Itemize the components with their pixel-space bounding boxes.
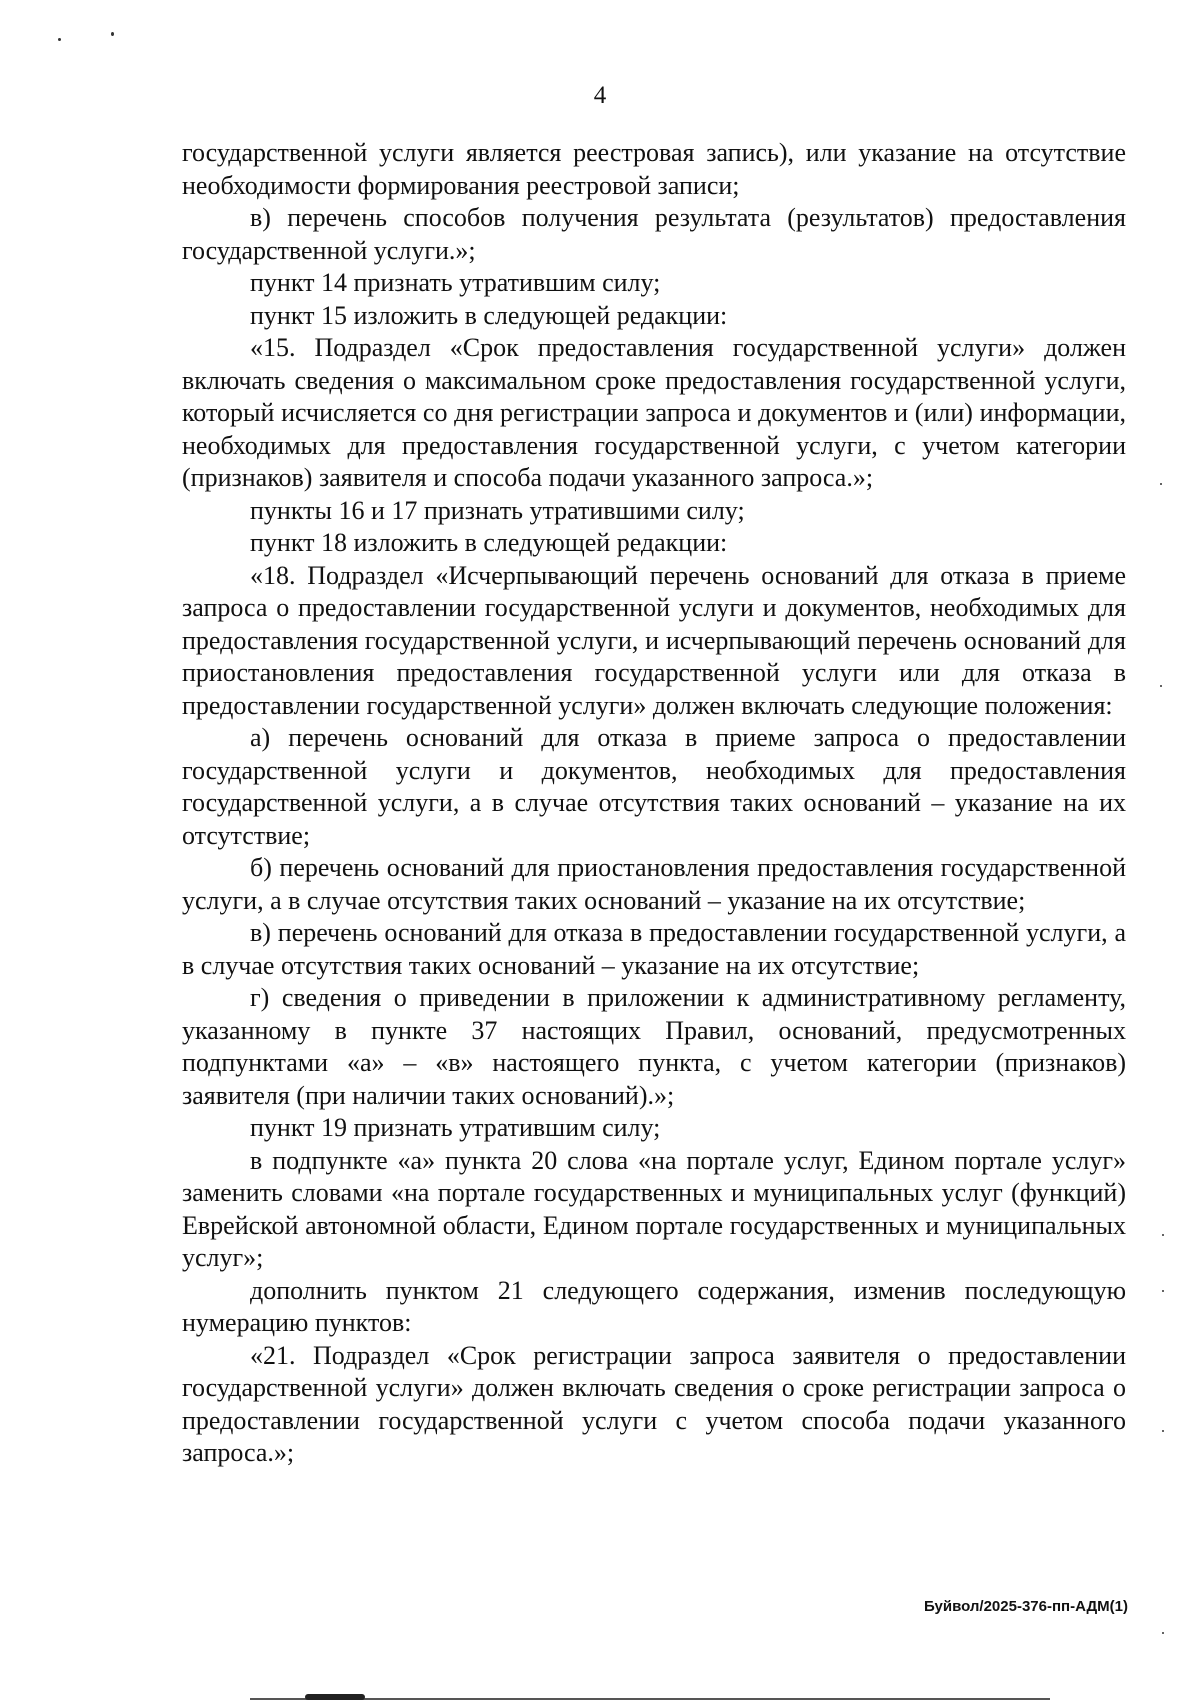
page-number: 4 (593, 82, 607, 109)
document-body (182, 137, 1126, 1470)
scan-speck (1162, 1632, 1164, 1634)
scan-bottom-edge (250, 1698, 1050, 1700)
scan-speck (58, 38, 61, 41)
paragraph: пункты 16 и 17 признать утратившими силу; (250, 495, 745, 525)
scan-speck (1162, 1430, 1164, 1432)
paragraph: дополнить пунктом 21 следующего содержания, изменив последующую нумерацию пунктов: (182, 1275, 1126, 1337)
paragraph: пункт 18 изложить в следующей редакции: (250, 528, 728, 557)
scan-speck (1160, 685, 1162, 687)
paragraph: «18. Подраздел «Исчерпывающий перечень оснований для отказа в приеме запроса о предоставлении государственной услуги и документов, необходимых для предоставления государственной услуги, и исчерпывающий перечень оснований для приостановления предоставления государственной услуги или для отказа в предоставлении государственной услуги» должен включать следующие положения: (182, 560, 1126, 720)
scan-speck (1162, 1290, 1164, 1292)
scan-speck (1162, 1234, 1164, 1236)
paragraph: пункт 15 изложить в следующей редакции: (250, 300, 728, 330)
paragraph: б) перечень оснований для приостановления предоставления государственной услуги, а в случае отсутствия таких оснований – указание на их отсутствие; (182, 853, 1126, 915)
scan-bottom-edge-mark (305, 1694, 365, 1700)
paragraph: в) перечень оснований для отказа в предоставлении государственной услуги, а в случае отсутствия таких оснований – указание на их отсутствие; (182, 918, 1126, 980)
document-footer-code: Буйвол/2025-376-пп-АДМ(1) (923, 1598, 1128, 1615)
paragraph: «21. Подраздел «Срок регистрации запроса заявителя о предоставлении государственной услуги» должен включать сведения о сроке регистрации запроса о предоставлении государственной услуги с учетом способа подачи указанного запроса.»; (182, 1340, 1126, 1467)
paragraph: пункт 14 признать утратившим силу; (250, 268, 661, 297)
paragraph: а) перечень оснований для отказа в приеме запроса о предоставлении государственной услуги и документов, необходимых для предоставления государственной услуги, а в случае отсутствия таких оснований – указание на их отсутствие; (182, 723, 1126, 850)
paragraph: государственной услуги является реестровая запись), или указание на отсутствие необходимости формирования реестровой записи; (182, 138, 1126, 200)
paragraph: в) перечень способов получения результата (результатов) предоставления государственной услуги.»; (182, 203, 1126, 265)
scan-speck (1160, 483, 1162, 485)
paragraph: в подпункте «а» пункта 20 слова «на портале услуг, Едином портале услуг» заменить словами «на портале государственных и муниципальных услуг (функций) Еврейской автономной области, Едином портале государственных и муниципальных услуг»; (182, 1145, 1126, 1272)
paragraph: «15. Подраздел «Срок предоставления государственной услуги» должен включать сведения о максимальном сроке предоставления государственной услуги, который исчисляется со дня регистрации запроса и документов и (или) информации, необходимых для предоставления государственной услуги, с учетом категории (признаков) заявителя и способа подачи указанного запроса.»; (182, 333, 1126, 492)
paragraph: пункт 19 признать утратившим силу; (250, 1113, 661, 1142)
paragraph: г) сведения о приведении в приложении к административному регламенту, указанному в пункте 37 настоящих Правил, оснований, предусмотренных подпунктами «а» – «в» настоящего пункта, с учетом категории (признаков) заявителя (при наличии таких оснований).»; (182, 983, 1126, 1110)
scan-speck (111, 32, 114, 36)
